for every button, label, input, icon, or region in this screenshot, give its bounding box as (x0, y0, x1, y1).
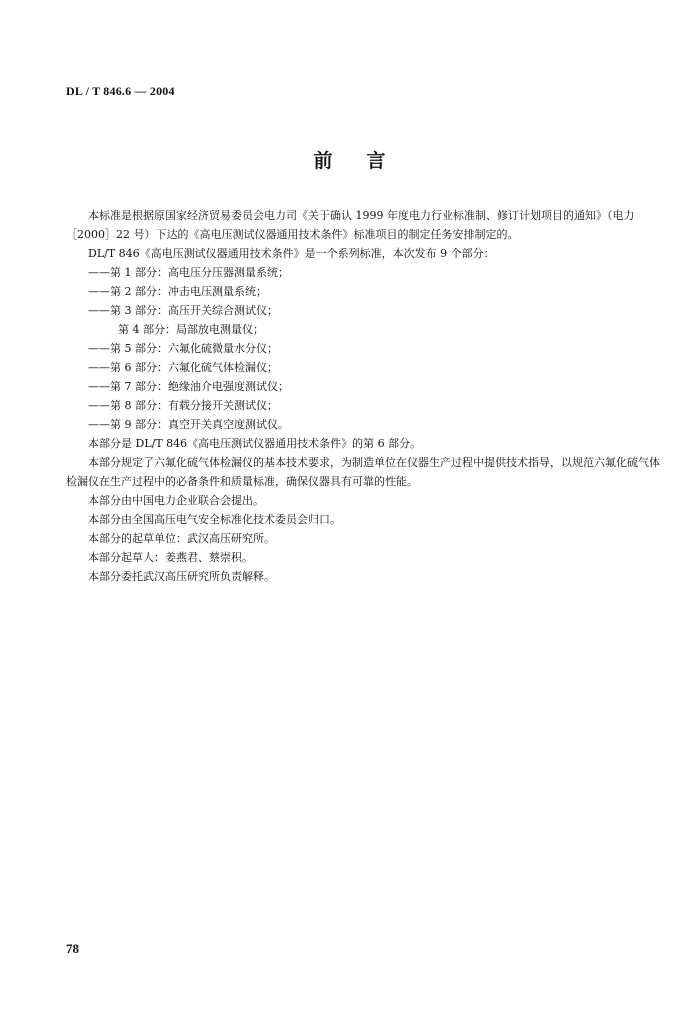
foreword-body (66, 206, 662, 586)
page-number: 78 (66, 941, 79, 956)
part-list-item: ——第 5 部分：六氟化硫微量水分仪； (88, 342, 278, 355)
body-paragraph: 本部分的起草单位：武汉高压研究所。 (88, 532, 275, 545)
body-paragraph: 本部分规定了六氟化硫气体检漏仪的基本技术要求，为制造单位在仪器生产过程中提供技术指导，以规范六氟化硫气体检漏仪在生产过程中的必备条件和质量标准，确保仪器具有可靠的性能。 (66, 456, 660, 488)
part-list-item: ——第 3 部分：高压开关综合测试仪； (88, 304, 278, 317)
series-intro-paragraph: DL/T 846《高电压测试仪器通用技术条件》是一个系列标准，本次发布 9 个部分： (88, 247, 495, 260)
part-list-item: 第 4 部分：局部放电测量仪； (118, 323, 264, 336)
part-list-item: ——第 9 部分：真空开关真空度测试仪。 (88, 418, 289, 431)
body-paragraph: 本部分起草人：姜燕君、蔡崇积。 (88, 551, 253, 564)
part-list-item: ——第 1 部分：高电压分压器测量系统； (88, 266, 289, 279)
intro-paragraph: 本标准是根据原国家经济贸易委员会电力司《关于确认 1999 年度电力行业标准制、修订计划项目的通知》（电力［2000］22 号）下达的《高电压测试仪器通用技术条件》标准项目的制定任务安排制定的。 (66, 209, 635, 241)
part-list-item: ——第 2 部分：冲击电压测量系统； (88, 285, 267, 298)
body-paragraph: 本部分由中国电力企业联合会提出。 (88, 494, 264, 507)
body-paragraph: 本部分由全国高压电气安全标准化技术委员会归口。 (88, 513, 341, 526)
part-list-item: ——第 7 部分：绝缘油介电强度测试仪； (88, 380, 289, 393)
document-code-header: DL / T 846.6 — 2004 (66, 84, 175, 98)
part-list-item: ——第 8 部分：有载分接开关测试仪； (88, 399, 278, 412)
body-paragraph: 本部分委托武汉高压研究所负责解释。 (88, 570, 275, 583)
body-paragraph: 本部分是 DL/T 846《高电压测试仪器通用技术条件》的第 6 部分。 (88, 437, 422, 450)
page-title: 前言 (313, 150, 420, 172)
part-list-item: ——第 6 部分：六氟化硫气体检漏仪； (88, 361, 278, 374)
